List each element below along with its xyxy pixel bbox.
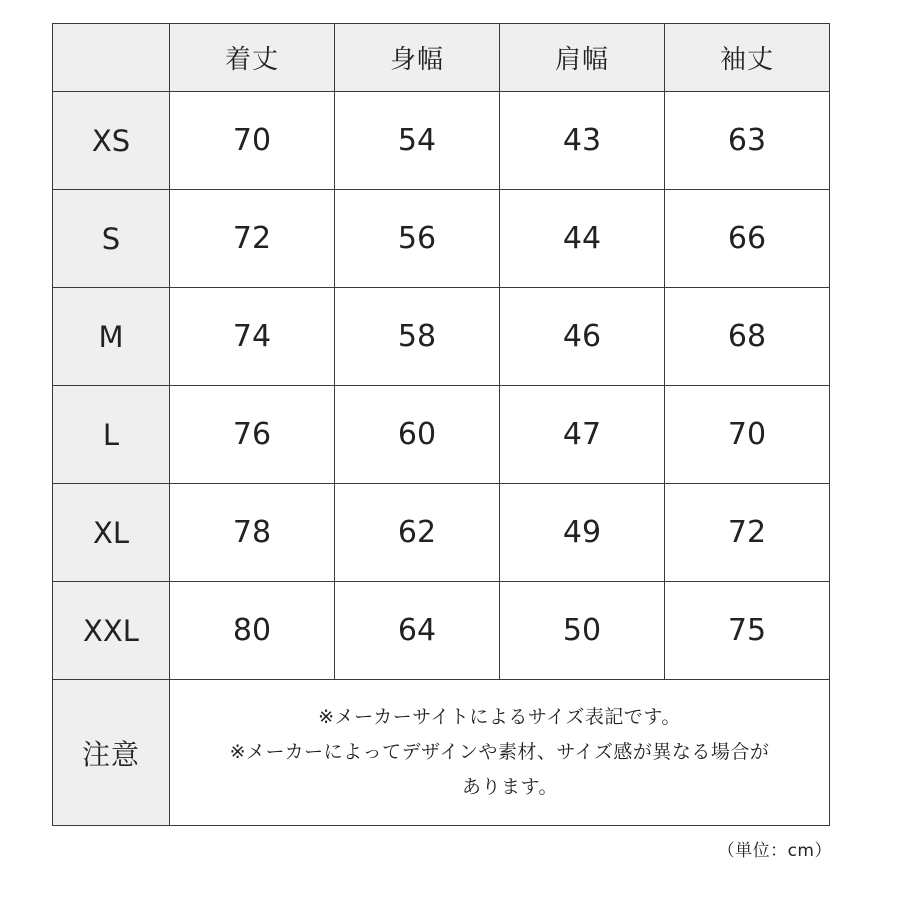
table-cell: 54 — [335, 92, 500, 190]
table-row — [53, 92, 830, 190]
column-header-length: 着丈 — [170, 24, 335, 92]
note-line: ※メーカーサイトによるサイズ表記です。 — [318, 706, 681, 728]
table-cell: 47 — [500, 386, 665, 484]
corner-cell — [53, 24, 170, 92]
table-row — [53, 190, 830, 288]
column-header-sleeve-length: 袖丈 — [665, 24, 830, 92]
table-cell: 64 — [335, 582, 500, 680]
table-cell: 49 — [500, 484, 665, 582]
table-row — [53, 288, 830, 386]
table-cell: 60 — [335, 386, 500, 484]
table-cell: 50 — [500, 582, 665, 680]
size-label: M — [53, 288, 170, 386]
table-cell: 76 — [170, 386, 335, 484]
size-label: XL — [53, 484, 170, 582]
table-cell: 68 — [665, 288, 830, 386]
table-cell: 74 — [170, 288, 335, 386]
note-line: ※メーカーによってデザインや素材、サイズ感が異なる場合が — [229, 741, 770, 763]
size-label: L — [53, 386, 170, 484]
note-line: あります。 — [462, 776, 558, 798]
column-header-shoulder-width: 肩幅 — [500, 24, 665, 92]
table-cell: 43 — [500, 92, 665, 190]
table-cell: 78 — [170, 484, 335, 582]
table-cell: 46 — [500, 288, 665, 386]
table-cell: 63 — [665, 92, 830, 190]
size-label: S — [53, 190, 170, 288]
table-cell: 70 — [170, 92, 335, 190]
table-cell: 80 — [170, 582, 335, 680]
size-table — [52, 23, 830, 826]
table-cell: 56 — [335, 190, 500, 288]
table-row — [53, 386, 830, 484]
unit-label: （単位：cm） — [717, 841, 832, 861]
table-row — [53, 582, 830, 680]
table-cell: 66 — [665, 190, 830, 288]
note-row — [53, 680, 830, 826]
table-cell: 72 — [665, 484, 830, 582]
note-label: 注意 — [53, 680, 170, 826]
size-label: XXL — [53, 582, 170, 680]
table-row — [53, 484, 830, 582]
table-cell: 72 — [170, 190, 335, 288]
note-text — [170, 680, 830, 826]
table-cell: 75 — [665, 582, 830, 680]
table-cell: 44 — [500, 190, 665, 288]
column-header-body-width: 身幅 — [335, 24, 500, 92]
table-cell: 62 — [335, 484, 500, 582]
size-label: XS — [53, 92, 170, 190]
header-row — [53, 24, 830, 92]
table-cell: 70 — [665, 386, 830, 484]
table-cell: 58 — [335, 288, 500, 386]
